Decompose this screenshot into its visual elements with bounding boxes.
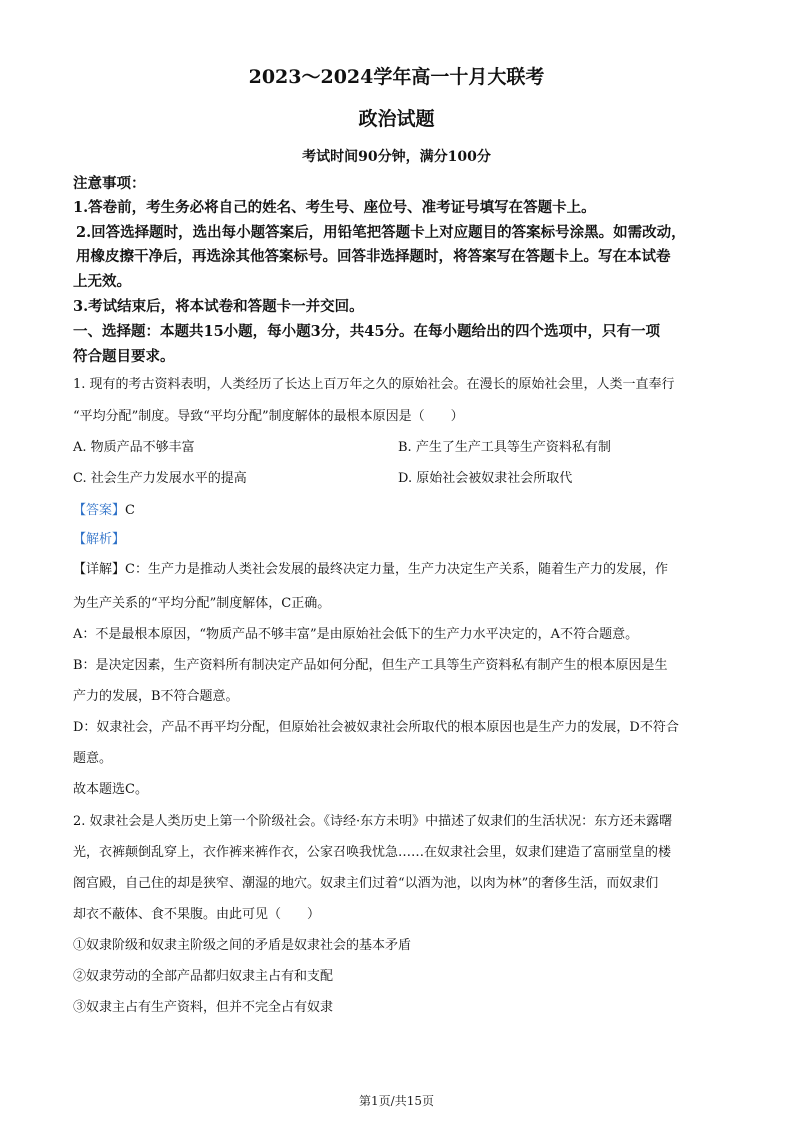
q1-answer [73, 499, 135, 518]
q2-item-1: ①奴隶阶级和奴隶主阶级之间的矛盾是奴隶社会的基本矛盾 [73, 938, 412, 953]
detail-tag: 【详解】 [73, 562, 126, 577]
q1-stem-line-1: 1. 现有的考古资料表明，人类经历了长达上百万年之久的原始社会。在漫长的原始社会里，人类一直奉行 [73, 377, 675, 392]
notice-item-2-line-3: 上无效。 [73, 273, 131, 290]
q2-stem-line-4: 却衣不蔽体、食不果腹。由此可见（ ） [73, 907, 321, 922]
q1-option-d: D. 原始社会被奴隶社会所取代 [398, 471, 573, 486]
q1-detail-line-1 [73, 558, 668, 577]
q1-option-b: B. 产生了生产工具等生产资料私有制 [398, 440, 611, 455]
q2-item-3: ③奴隶主占有生产资料，但并不完全占有奴隶 [73, 1000, 334, 1015]
section-1-heading-line-1: 一、选择题：本题共15小题，每小题3分，共45分。在每小题给出的四个选项中，只有一项 [73, 323, 660, 340]
analysis-tag: 【解析】 [73, 532, 126, 547]
answer-value: C [125, 503, 135, 518]
q2-item-2: ②奴隶劳动的全部产品都归奴隶主占有和支配 [73, 969, 334, 984]
notice-item-1: 1.答卷前，考生务必将自己的姓名、考生号、座位号、准考证号填写在答题卡上。 [73, 199, 596, 216]
page-number: 第1页/共15页 [359, 1094, 434, 1108]
q1-option-c: C. 社会生产力发展水平的提高 [73, 471, 247, 486]
q2-stem-line-2: 光，衣裤颠倒乱穿上，衣作裤来裤作衣，公家召唤我忧急……在奴隶社会里，奴隶们建造了富丽堂皇的楼 [73, 845, 672, 860]
notice-item-2-line-2: 用橡皮擦干净后，再选涂其他答案标号。回答非选择题时，将答案写在答题卡上。写在本试卷 [76, 248, 671, 265]
q1-detail-b-line-1: B：是决定因素，生产资料所有制决定产品如何分配，但生产工具等生产资料私有制产生的根本原因是生 [73, 658, 668, 673]
detail-text: C：生产力是推动人类社会发展的最终决定力量，生产力决定生产关系，随着生产力的发展，作 [125, 562, 668, 577]
q1-detail-d-line-1: D：奴隶社会，产品不再平均分配，但原始社会被奴隶社会所取代的根本原因也是生产力的发展，D不符合 [73, 720, 679, 735]
notice-item-2-line-1: 2.回答选择题时，选出每小题答案后，用铅笔把答题卡上对应题目的答案标号涂黑。如需改动， [76, 224, 686, 241]
q1-option-a: A. 物质产品不够丰富 [73, 440, 195, 455]
notice-heading: 注意事项： [73, 175, 146, 192]
exam-title: 2023～2024学年高一十月大联考 [248, 66, 545, 88]
q1-stem-line-2: “平均分配”制度。导致“平均分配”制度解体的最根本原因是（ ） [73, 409, 464, 424]
answer-tag: 【答案】 [73, 503, 126, 518]
exam-info: 考试时间90分钟，满分100分 [302, 149, 491, 165]
q1-detail-a: A：不是最根本原因，“物质产品不够丰富”是由原始社会低下的生产力水平决定的，A不符合题意。 [73, 627, 639, 642]
q1-detail-d-line-2: 题意。 [73, 751, 113, 766]
section-1-heading-line-2: 符合题目要求。 [73, 348, 175, 365]
q2-stem-line-3: 阁宫殿，自己住的却是狭窄、潮湿的地穴。奴隶主们过着“以酒为池，以肉为林”的奢侈生活，而奴隶们 [73, 876, 659, 891]
subject-title: 政治试题 [358, 108, 435, 130]
q1-detail-b-line-2: 产力的发展，B不符合题意。 [73, 689, 239, 704]
q2-stem-line-1: 2. 奴隶社会是人类历史上第一个阶级社会。《诗经·东方未明》中描述了奴隶们的生活状况：东方还未露曙 [73, 814, 673, 829]
q1-detail-line-2: 为生产关系的“平均分配”制度解体，C正确。 [73, 596, 331, 611]
q1-conclusion: 故本题选C。 [73, 782, 148, 797]
notice-item-3: 3.考试结束后，将本试卷和答题卡一并交回。 [73, 298, 364, 315]
